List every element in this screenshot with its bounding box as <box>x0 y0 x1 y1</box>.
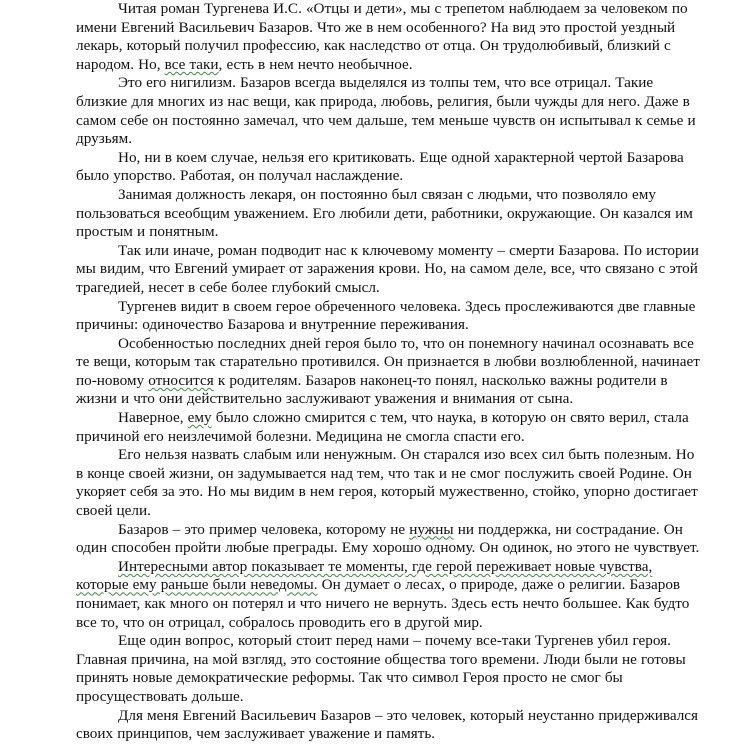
paragraph-text: Тургенев видит в своем герое обреченного человека. Здесь прослеживаются две главные причины: одиночество Базарова и внутренние переживания. <box>76 297 696 334</box>
paragraph-text: Особенностью последних дней героя было то, что он понемногу начинал осознавать все те вещи, которым так старательно противился. Он признается в любви возлюбленной, начинает по-новому <box>76 334 700 389</box>
paragraph-text: было сложно смирится с тем, что наука, в которую он свято верил, стала причиной его неизлечимой болезни. Медицина не смогла спасти его. <box>76 409 689 445</box>
grammar-flagged-text: Интересными автор показывает те моменты, где герой переживает новые чувства, которые ему раньше были неведомы. <box>76 557 653 594</box>
paragraph <box>76 707 700 744</box>
paragraph-text: Еще один вопрос, который стоит перед нами – почему все-таки Тургенев убил героя. Главная причина, на мой взгляд, это состояние общества того времени. Люди были не готовы принять новые демократические реформы. Так что символ Героя просто не смог бы просуществовать дольше. <box>76 632 686 705</box>
paragraph <box>76 0 700 74</box>
grammar-flagged-text: относится <box>148 371 214 389</box>
document-body <box>76 0 700 744</box>
paragraph-text: Базаров – это пример человека, которому не <box>118 520 410 538</box>
paragraph <box>76 242 700 298</box>
paragraph-text: ни поддержка, ни сострадание. Он один способен пройти любые преграды. Ему хорошо одному. Он одинок, но этого не чувствует. <box>76 520 700 557</box>
paragraph-text: , есть в нем нечто необычное. <box>218 55 413 73</box>
grammar-flagged-text: ему <box>187 409 212 427</box>
paragraph <box>76 521 700 558</box>
paragraph <box>76 335 700 409</box>
paragraph <box>76 298 700 335</box>
paragraph <box>76 632 700 706</box>
paragraph <box>76 149 700 186</box>
paragraph <box>76 74 700 148</box>
paragraph-text: Для меня Евгений Васильевич Базаров – это человек, который неустанно придерживался своих принципов, чем заслуживает уважение и память. <box>76 706 699 743</box>
paragraph <box>76 186 700 242</box>
paragraph <box>76 446 700 520</box>
paragraph <box>76 409 700 446</box>
paragraph-text: Его нельзя назвать слабым или ненужным. Он старался изо всех сил быть полезным. Но в конце своей жизни, он задумывается над тем, что так и не смог послужить своей Родине. Он укоряет себя за это. Но мы видим в нем героя, который мужественно, стойко, упорно достигает своей цели. <box>76 446 698 520</box>
paragraph-text: Занимая должность лекаря, он постоянно был связан с людьми, что позволяло ему пользоваться всеобщим уважением. Его любили дети, работники, окружающие. Он казался им простым и понятным. <box>76 185 693 241</box>
paragraph-text: Наверное, <box>118 409 188 427</box>
paragraph-text: Это его нигилизм. Базаров всегда выделялся из толпы тем, что все отрицал. Такие близкие для многих из нас вещи, как природа, любовь, религия, были чужды для него. Даже в самом себе он постоянно замечал, что чем дальше, тем меньше чувств он испытывал к семье и друзьям. <box>76 74 696 148</box>
paragraph-text: Он думает о лесах, о природе, даже о религии. Базаров понимает, как много он потерял и что ничего не вернуть. Здесь есть нечто большее. Как будто все то, что он отрицал, собралось проводить его в другой мир. <box>76 576 690 631</box>
paragraph-text: Читая роман Тургенева И.С. «Отцы и дети», мы с трепетом наблюдаем за человеком по имени Евгений Васильевич Базаров. Что же в нем особенного? На вид это простой уездный лекарь, который получил профессию, как наследство от отца. Он трудолюбивый, близкий с народом. Но, <box>76 0 688 73</box>
paragraph-text: Но, ни в коем случае, нельзя его критиковать. Еще одной характерной чертой Базарова было упорство. Работая, он получал наслаждение. <box>76 148 684 185</box>
grammar-flagged-text: все таки <box>164 55 219 73</box>
grammar-flagged-text: нужны <box>409 520 454 538</box>
paragraph-text: к родителям. Базаров наконец-то понял, насколько важны родители в жизни и что они действительно заслуживают уважения и внимания от сына. <box>76 371 668 408</box>
paragraph-text: Так или иначе, роман подводит нас к ключевому моменту – смерти Базарова. По истории мы видим, что Евгений умирает от заражения крови. Но, на самом деле, все, что связано с этой трагедией, несет в себе более глубокий смысл. <box>76 241 699 296</box>
paragraph <box>76 558 700 632</box>
